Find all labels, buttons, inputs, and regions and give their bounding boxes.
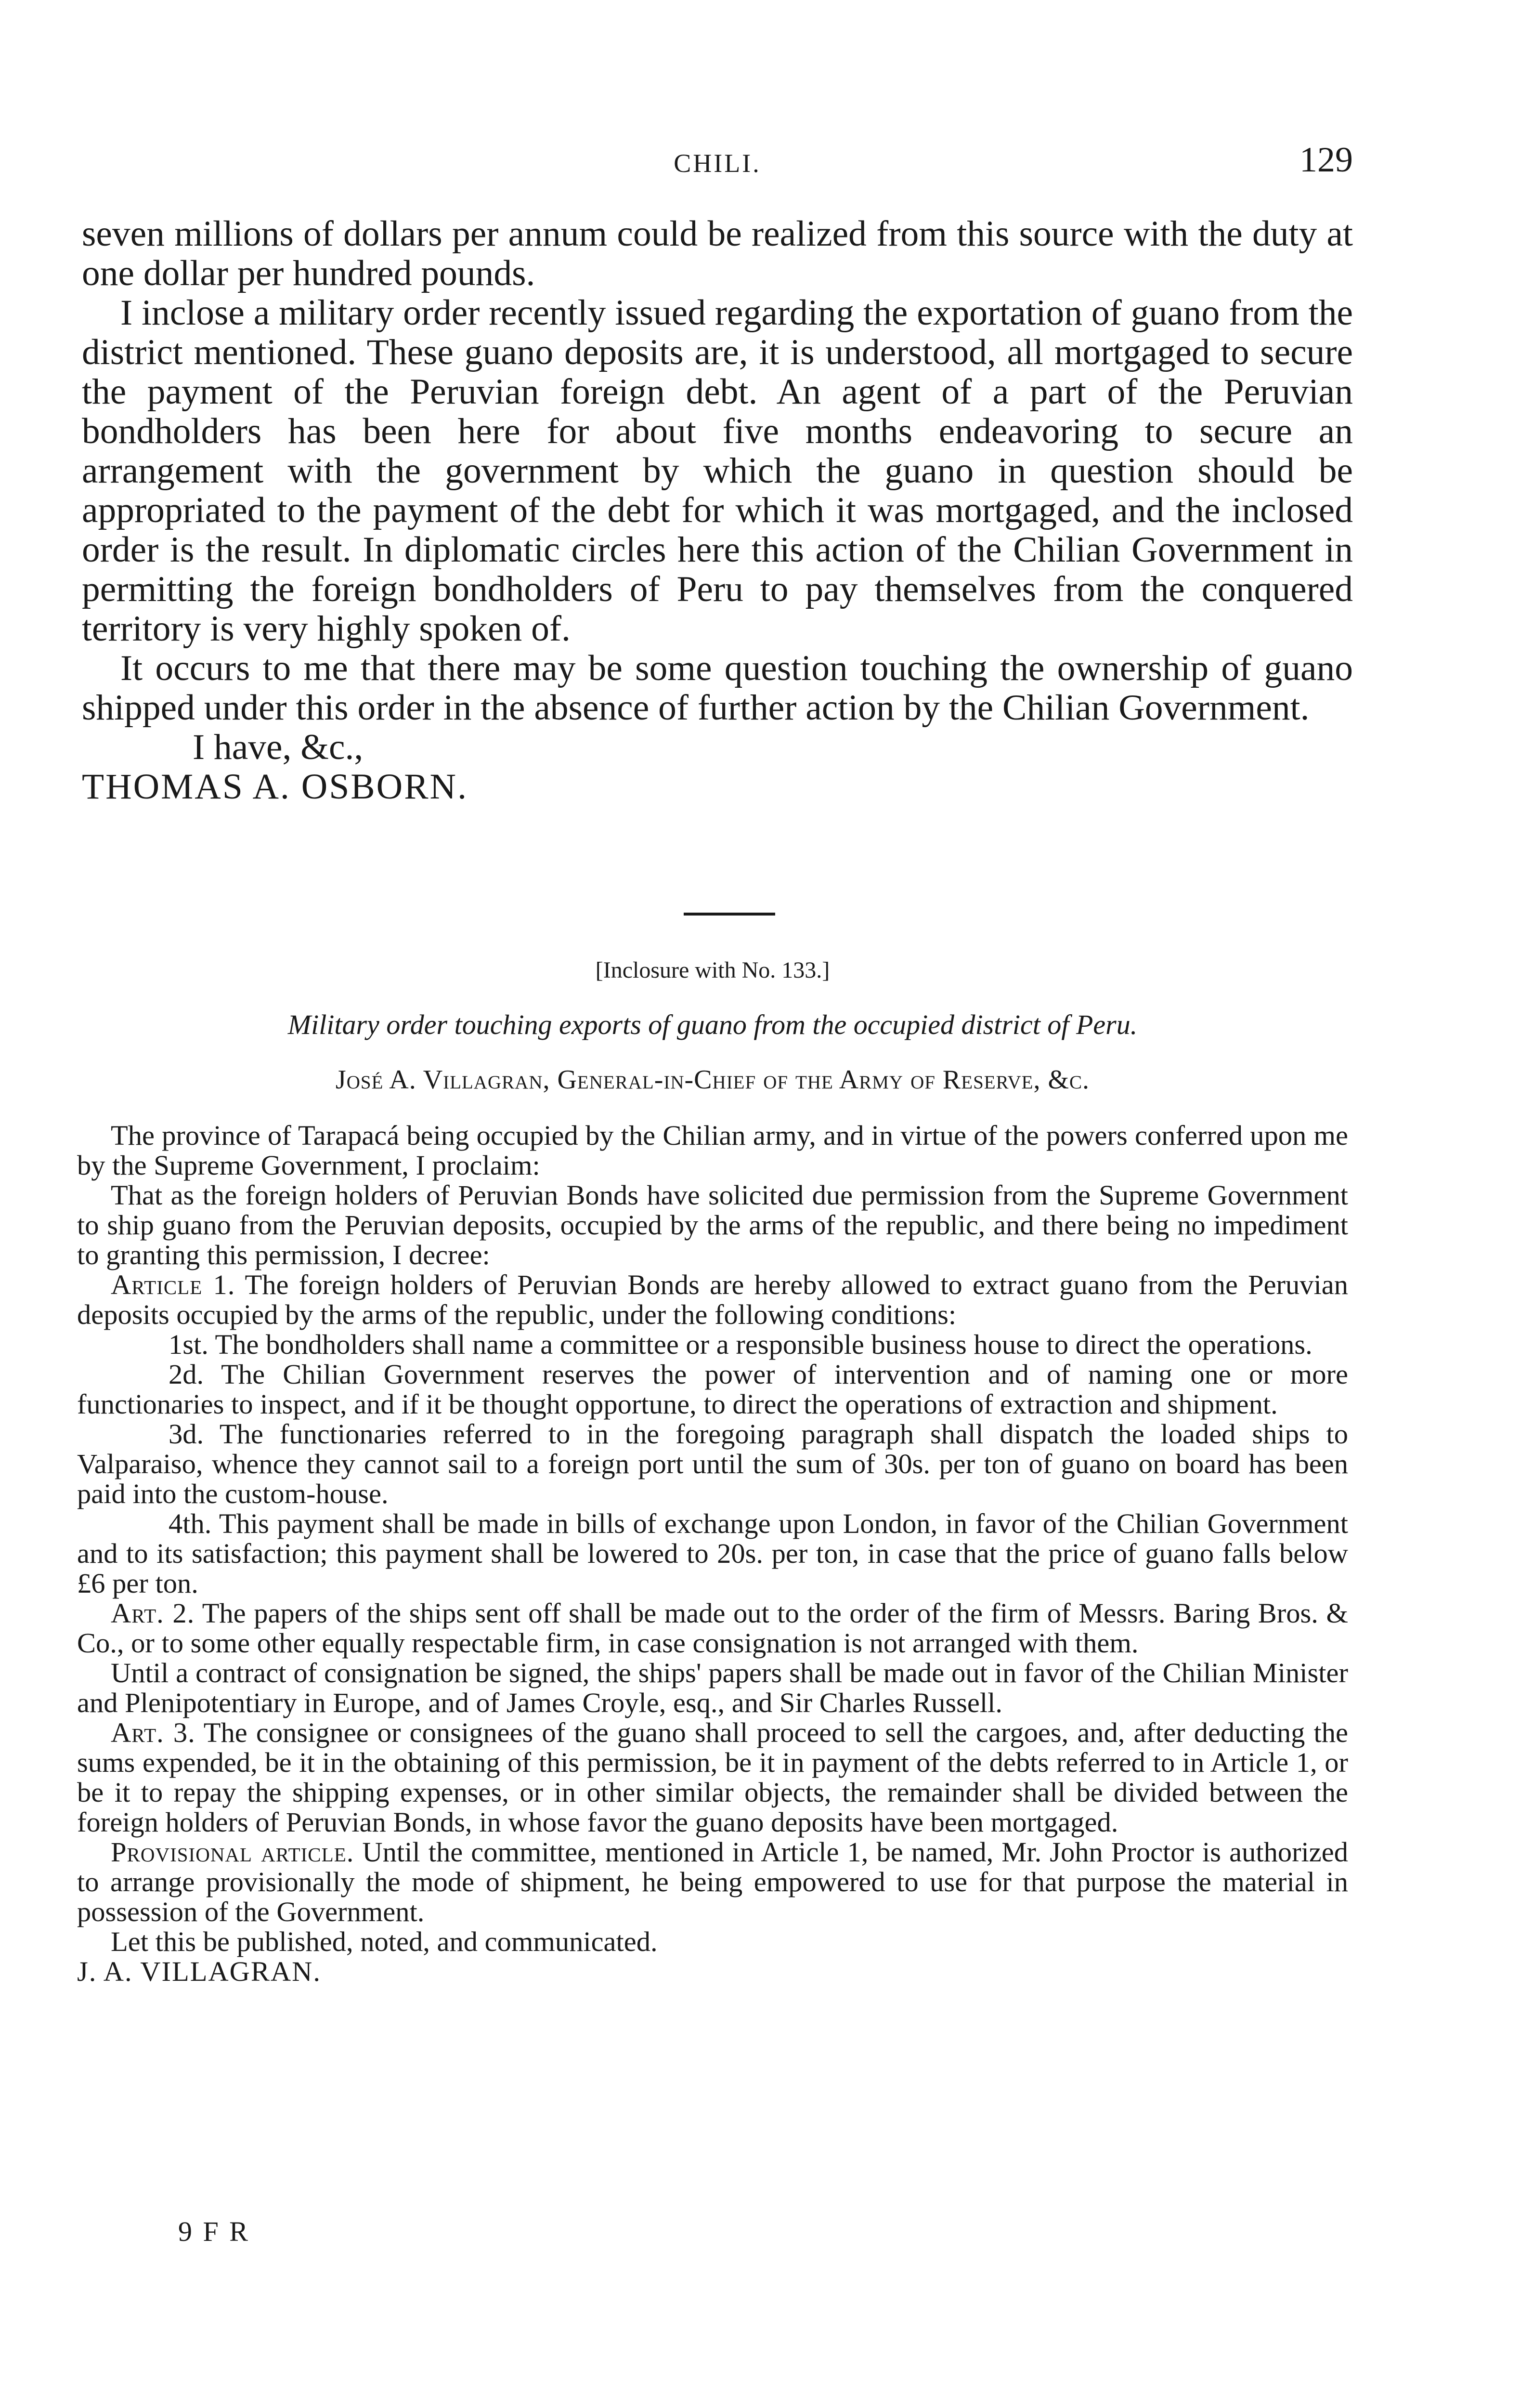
article-3 (77, 1718, 1348, 1837)
letter-paragraph: It occurs to me that there may be some question touching the ownership of guano shipped under this order in the absence of further action by the Chilian Government. (82, 648, 1353, 728)
article-1 (77, 1270, 1348, 1330)
printer-signature-mark: 9 F R (178, 2216, 250, 2247)
article-label: Art. 2. (111, 1597, 195, 1629)
letter-paragraph: I inclose a military order recently issued regarding the exportation of guano from the district mentioned. These guano deposits are, it is understood, all mortgaged to secure the payment of the Peruvian foreign debt. An agent of a part of the Peruvian bondholders has been here for about five months endeavoring to secure an arrangement with the government by which the guano in question should be appropriated to the payment of the debt for which it was mortgaged, and the inclosed order is the result. In diplomatic circles here this action of the Chilian Government in permitting the foreign bondholders of Peru to pay themselves from the conquered territory is very highly spoken of. (82, 293, 1353, 649)
article-text: The foreign holders of Peruvian Bonds are hereby allowed to extract guano from the Peruvian deposits occupied by the arms of the republic, under the following conditions: (77, 1269, 1348, 1330)
letter-paragraph: seven millions of dollars per annum could be realized from this source with the duty at one dollar per hundred pounds. (82, 214, 1353, 293)
page-number: 129 (1299, 140, 1353, 180)
letter-body (82, 214, 1353, 807)
running-title: CHILI. (674, 149, 761, 178)
section-divider (684, 913, 775, 916)
letter-signature: THOMAS A. OSBORN. (82, 767, 468, 807)
article-text: The papers of the ships sent off shall be made out to the order of the firm of Messrs. Baring Bros. & Co., or to some other equally respectable firm, in case consignation is not arranged with them. (77, 1597, 1348, 1659)
inclosure-note: [Inclosure with No. 133.] (595, 957, 830, 983)
condition-1: 1st. The bondholders shall name a committee or a responsible business house to direct the operations. (169, 1329, 1312, 1360)
article-label: Provisional article. (111, 1836, 354, 1868)
provisional-article (77, 1837, 1348, 1927)
condition-4: 4th. This payment shall be made in bills of exchange upon London, in favor of the Chilian Government and to its satisfaction; this payment shall be lowered to 20s. per ton, in case that the price of guano falls below £6 per ton. (77, 1508, 1348, 1599)
article-2 (77, 1598, 1348, 1658)
order-recital: That as the foreign holders of Peruvian Bonds have solicited due permission from the Supreme Government to ship guano from the Peruvian deposits, occupied by the arms of the republic, and there being no impediment to granting this permission, I decree: (77, 1179, 1348, 1270)
article-2-continuation: Until a contract of consignation be signed, the ships' papers shall be made out in favor of the Chilian Minister and Plenipotentiary in Europe, and of James Croyle, esq., and Sir Charles Russell. (77, 1657, 1348, 1718)
article-label: Art. 3. (111, 1717, 195, 1748)
order-title: Military order touching exports of guano from the occupied district of Peru. (287, 1009, 1138, 1040)
order-signature: J. A. VILLAGRAN. (77, 1956, 322, 1987)
article-text: The consignee or consignees of the guano shall proceed to sell the cargoes, and, after deducting the sums expended, be it in the obtaining of this permission, be it in payment of the debts referred to in Article 1, or be it to repay the shipping expenses, or in other similar objects, the remainder shall be divided between the foreign holders of Peruvian Bonds, in whose favor the guano deposits have been mortgaged. (77, 1717, 1348, 1838)
order-preamble: The province of Tarapacá being occupied by the Chilian army, and in virtue of the powers conferred upon me by the Supreme Government, I proclaim: (77, 1120, 1348, 1181)
order-body (77, 1121, 1348, 1987)
running-head (82, 140, 1353, 183)
condition-2: 2d. The Chilian Government reserves the power of intervention and of naming one or more functionaries to inspect, and if it be thought opportune, to direct the operations of extraction and shipment. (77, 1359, 1348, 1420)
condition-3: 3d. The functionaries referred to in the foregoing paragraph shall dispatch the loaded ships to Valparaiso, whence they cannot sail to a foreign port until the sum of 30s. per ton of guano on board has been paid into the custom-house. (77, 1418, 1348, 1509)
complimentary-close: I have, &c., (193, 727, 364, 767)
article-text: Until the committee, mentioned in Article 1, be named, Mr. John Proctor is authorized to arrange provisionally the mode of shipment, he being empowered to use for that purpose the material in possession of the Government. (77, 1836, 1348, 1927)
order-issuer: José A. Villagran, General-in-Chief of the Army of Reserve, &c. (335, 1065, 1090, 1095)
order-closing: Let this be published, noted, and communicated. (111, 1926, 658, 1957)
inclosure-section (77, 956, 1348, 1987)
article-label: Article 1. (111, 1269, 235, 1300)
